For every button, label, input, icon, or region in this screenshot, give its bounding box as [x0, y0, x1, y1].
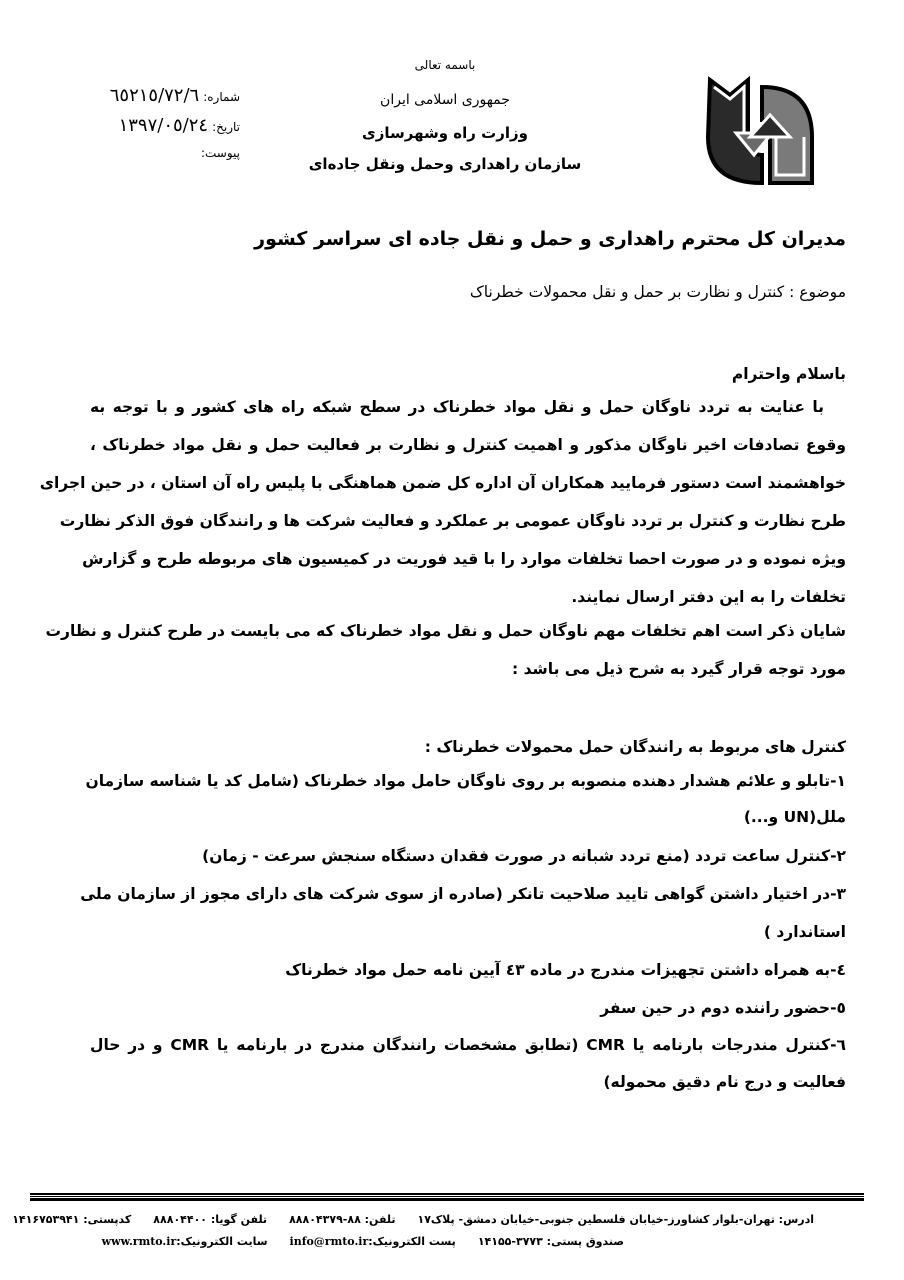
- paragraph1-line: ویژه نموده و در صورت احصا تخلفات موارد را با قید فوریت در کمیسیون های مربوطه طرح و گزارش: [82, 550, 846, 568]
- paragraph2-line: شایان ذکر است اهم تخلفات مهم ناوگان حمل و نقل مواد خطرناک که می بایست در طرح کنترل و نظارت: [45, 622, 846, 640]
- control-item-1-cont: ملل(UN و...): [743, 808, 846, 826]
- control-item-6: ٦-کنترل مندرجات بارنامه یا CMR (تطابق مشخصات رانندگان مندرج در بارنامه یا CMR و در حال: [90, 1036, 847, 1054]
- republic-name: جمهوری اسلامی ایران: [380, 92, 510, 108]
- footer-email-group: [290, 1235, 456, 1248]
- addressee: مدیران کل محترم راهداری و حمل و نقل جاده ای سراسر کشور: [254, 228, 846, 250]
- controls-heading: کنترل های مربوط به رانندگان حمل محمولات خطرناک :: [424, 738, 846, 756]
- footer-voice-phone: تلفن گویا: ۸۸۸۰۴۴۰۰: [153, 1213, 268, 1226]
- paragraph1-line: با عنایت به تردد ناوگان حمل و نقل مواد خطرناک در سطح شبکه راه های کشور و با توجه به: [90, 398, 824, 416]
- greeting: باسلام واحترام: [731, 365, 846, 383]
- letter-date-label: تاریخ:: [212, 120, 240, 134]
- letter-attachment-label: پیوست:: [200, 146, 240, 160]
- footer-email-link[interactable]: info@rmto.ir: [289, 1235, 369, 1248]
- letter-number-label: شماره:: [203, 90, 240, 104]
- paragraph1-line: وقوع تصادفات اخیر ناوگان مذکور و اهمیت کنترل و نظارت بر فعالیت حمل و نقل مواد خطرناک ،: [90, 436, 846, 454]
- footer-contact-line-2: [102, 1235, 624, 1248]
- control-item-2: ٢-کنترل ساعت تردد (منع تردد شبانه در صورت فقدان دستگاه سنجش سرعت - زمان): [202, 847, 846, 865]
- control-item-3-cont: استاندارد ): [763, 923, 846, 941]
- footer-phone: تلفن: ۸۸-۸۸۸۰۴۳۷۹: [289, 1213, 396, 1226]
- letter-number: [110, 85, 240, 106]
- bismillah-text: باسمه تعالی: [414, 58, 476, 72]
- footer-email-label: پست الکترونیک:: [368, 1235, 456, 1248]
- footer-website-link[interactable]: www.rmto.ir: [101, 1235, 177, 1248]
- subject-line: موضوع : کنترل و نظارت بر حمل و نقل محمولات خطرناک: [469, 283, 846, 301]
- footer-address: ادرس: تهران-بلوار کشاورز-خیابان فلسطین جنوبی-خیابان دمشق- پلاک۱۷: [417, 1213, 814, 1226]
- letter-number-value: ٦٥٢١٥/٧٢/٦: [109, 85, 200, 106]
- rmto-logo-icon: [700, 75, 822, 185]
- footer-contact-line-1: [12, 1213, 814, 1226]
- letter-attachment: [201, 146, 240, 160]
- control-item-3: ٣-در اختیار داشتن گواهی تایید صلاحیت تانکر (صادره از سوی شرکت های دارای مجوز از سازمان ملی: [80, 885, 846, 903]
- ministry-name: وزارت راه وشهرسازی: [362, 124, 528, 142]
- paragraph2-line: مورد توجه قرار گیرد به شرح ذیل می باشد :: [511, 660, 846, 678]
- letter-date: [119, 115, 240, 136]
- control-item-4: ٤-به همراه داشتن تجهیزات مندرج در ماده ٤٣ آیین نامه حمل مواد خطرناک: [285, 961, 846, 979]
- footer-po-box: صندوق پستی: ۳۷۷۳-۱۴۱۵۵: [477, 1235, 624, 1248]
- footer-divider: [30, 1193, 864, 1201]
- footer-postal-code: کدپستی: ۱۴۱۶۷۵۳۹۴۱: [12, 1213, 132, 1226]
- footer-website-label: سایت الکترونیک:: [176, 1235, 268, 1248]
- footer-website-group: [102, 1235, 268, 1248]
- control-item-1: ١-تابلو و علائم هشدار دهنده منصوبه بر روی ناوگان حامل مواد خطرناک (شامل کد یا شناسه سازمان: [85, 772, 846, 790]
- paragraph1-line: خواهشمند است دستور فرمایید همکاران آن اداره کل ضمن هماهنگی با پلیس راه آن استان ، در حین اجرای: [39, 474, 846, 492]
- organization-name: سازمان راهداری وحمل ونقل جاده‌ای: [308, 155, 582, 173]
- control-item-6-cont: فعالیت و درج نام دقیق محموله): [603, 1073, 846, 1091]
- organization-logo: [700, 75, 822, 185]
- paragraph1-line: طرح نظارت و کنترل بر تردد ناوگان عمومی بر عملکرد و فعالیت شرکت ها و رانندگان فوق الذکر نظارت: [59, 512, 846, 530]
- control-item-5: ٥-حضور راننده دوم در حین سفر: [600, 999, 846, 1017]
- letter-date-value: ١٣٩٧/٠٥/٢٤: [118, 115, 209, 136]
- paragraph1-line: تخلفات را به این دفتر ارسال نمایند.: [571, 588, 846, 606]
